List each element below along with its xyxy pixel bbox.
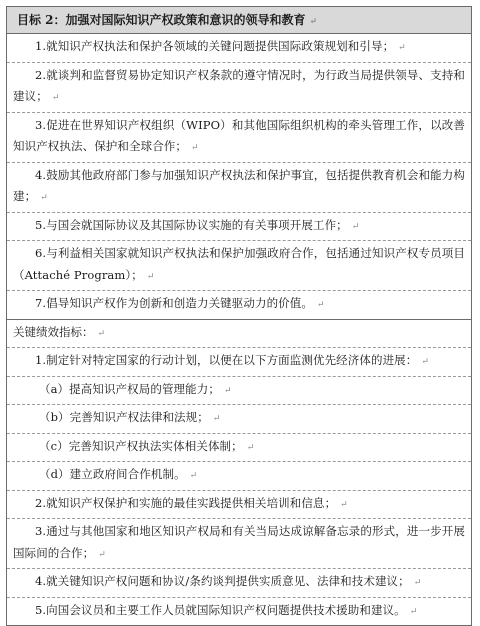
action-item: 2.就谈判和监督贸易协定知识产权条款的遵守情况时，为行政当局提供领导、支持和建议； ↵	[7, 63, 471, 113]
kpi-sub-item: （b）完善知识产权法律和法规； ↵	[7, 405, 471, 434]
kpi-sub-item: （c）完善知识产权执法实体相关体制； ↵	[7, 434, 471, 463]
policy-table	[6, 6, 472, 626]
action-item: 6.与利益相关国家就知识产权执法和保护加强政府合作，包括通过知识产权专员项目（Attaché Program）； ↵	[7, 241, 471, 291]
action-item: 1.就知识产权执法和保护各领域的关键问题提供国际政策规划和引导； ↵	[7, 34, 471, 63]
action-item: 7.倡导知识产权作为创新和创造力关键驱动力的价值。 ↵	[7, 291, 471, 320]
paragraph-mark-icon: ↵	[409, 606, 418, 617]
paragraph-mark-icon: ↵	[413, 578, 422, 588]
kpi-item: 4.就关键知识产权问题和协议/条约谈判提供实质意见、法律和技术建议； ↵	[7, 569, 471, 598]
paragraph-mark-icon: ↵	[351, 221, 360, 232]
paragraph-mark-icon: ↵	[189, 471, 198, 481]
action-item: 4.鼓励其他政府部门参与加强知识产权执法和保护事宜，包括提供教育机会和能力构建； ↵	[7, 163, 471, 213]
goal-title: 目标 2：加强对国际知识产权政策和意识的领导和教育	[17, 13, 306, 27]
paragraph-mark-icon: ↵	[421, 357, 430, 367]
paragraph-mark-icon: ↵	[316, 300, 325, 310]
paragraph-mark-icon: ↵	[398, 43, 406, 53]
paragraph-mark-icon: ↵	[191, 143, 199, 153]
paragraph-mark-icon: ↵	[212, 414, 221, 424]
goal-title-row	[7, 7, 471, 34]
kpi-section	[7, 320, 471, 626]
kpi-heading: 关键绩效指标： ↵	[7, 320, 471, 349]
paragraph-mark-icon: ↵	[51, 93, 60, 103]
paragraph-mark-icon: ↵	[97, 328, 106, 339]
kpi-item: 5.向国会议员和主要工作人员就国际知识产权问题提供技术援助和建议。 ↵	[35, 602, 418, 617]
action-item: 5.与国会就国际协议及其国际协议实施的有关事项开展工作； ↵	[7, 213, 471, 242]
paragraph-mark-icon: ↵	[309, 17, 318, 27]
paragraph-mark-icon: ↵	[40, 193, 48, 203]
paragraph-mark-icon: ↵	[246, 442, 255, 453]
paragraph-mark-icon: ↵	[340, 499, 348, 510]
kpi-sub-item: （a）提高知识产权局的管理能力； ↵	[7, 377, 471, 406]
paragraph-mark-icon: ↵	[98, 549, 106, 560]
action-item: 3.促进在世界知识产权组织（WIPO）和其他国际组织机构的牵头管理工作，以改善知识产权执法、保护和全球合作； ↵	[7, 113, 471, 163]
paragraph-mark-icon: ↵	[146, 271, 155, 282]
actions-list	[7, 34, 471, 320]
kpi-sub-item: （d）建立政府间合作机制。 ↵	[7, 462, 471, 491]
paragraph-mark-icon: ↵	[223, 385, 232, 396]
kpi-item: 1.制定针对特定国家的行动计划，以便在以下方面监测优先经济体的进展： ↵	[7, 348, 471, 377]
kpi-item: 3.通过与其他国家和地区知识产权局和有关当局达成谅解备忘录的形式，进一步开展国际间的合作； ↵	[7, 519, 471, 569]
kpi-item: 2.就知识产权保护和实施的最佳实践提供相关培训和信息； ↵	[7, 491, 471, 520]
